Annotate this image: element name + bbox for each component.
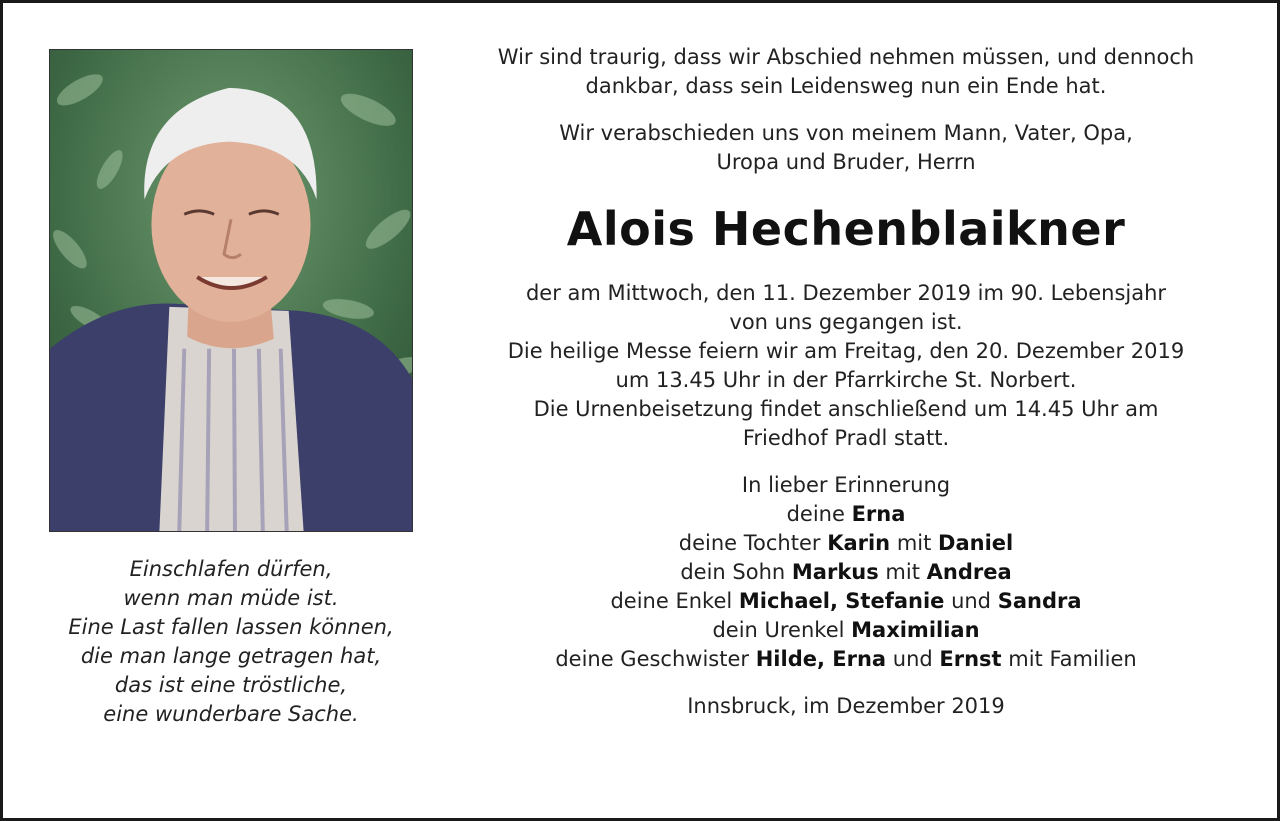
detail-line: der am Mittwoch, den 11. Dezember 2019 im 90. Lebensjahr — [525, 281, 1167, 305]
mourner-relation: deine Geschwister — [555, 647, 756, 671]
mourner-name: Andrea — [926, 560, 1012, 584]
mourner-name: Markus — [791, 560, 879, 584]
poem-line: Eine Last fallen lassen können, — [68, 615, 394, 639]
mourner-relation: deine — [786, 502, 852, 526]
portrait-illustration — [50, 50, 412, 531]
intro-line: Wir sind traurig, dass wir Abschied nehmen müssen, und dennoch — [497, 45, 1195, 69]
memory-heading: In lieber Erinnerung — [741, 473, 951, 497]
detail-line: Die Urnenbeisetzung findet anschließend um 14.45 Uhr am — [533, 397, 1159, 421]
mourner-line — [443, 500, 1249, 529]
detail-line: um 13.45 Uhr in der Pfarrkirche St. Norbert. — [615, 368, 1077, 392]
mourner-relation: mit — [878, 560, 927, 584]
poem-line: eine wunderbare Sache. — [103, 702, 359, 726]
mourner-name: Ernst — [939, 647, 1002, 671]
mourner-relation: deine Tochter — [678, 531, 828, 555]
mourner-name: Daniel — [938, 531, 1014, 555]
poem-line: das ist eine tröstliche, — [114, 673, 348, 697]
mourner-line — [443, 558, 1249, 587]
obituary-text — [443, 43, 1249, 721]
deceased-name: Alois Hechenblaikner — [566, 202, 1126, 256]
mourner-name: Sandra — [997, 589, 1082, 613]
mourner-relation: deine Enkel — [610, 589, 739, 613]
portrait-photo — [49, 49, 413, 532]
farewell-line: Wir verabschieden uns von meinem Mann, Vater, Opa, — [559, 121, 1133, 145]
mourner-relation: dein Sohn — [680, 560, 792, 584]
poem-line: Einschlafen dürfen, — [129, 557, 333, 581]
mourner-name: Michael, Stefanie — [738, 589, 945, 613]
mourner-relation: und — [886, 647, 940, 671]
detail-line: von uns gegangen ist. — [729, 310, 963, 334]
detail-line: Die heilige Messe feiern wir am Freitag, den 20. Dezember 2019 — [507, 339, 1185, 363]
mourner-name: Maximilian — [851, 618, 980, 642]
poem — [33, 555, 429, 729]
mourner-line — [443, 616, 1249, 645]
mourner-name: Erna — [851, 502, 906, 526]
mourner-line — [443, 587, 1249, 616]
mourner-line — [443, 529, 1249, 558]
poem-line: wenn man müde ist. — [123, 586, 339, 610]
mourner-name: Karin — [827, 531, 891, 555]
mourner-relation: mit — [890, 531, 939, 555]
poem-line: die man lange getragen hat, — [80, 644, 382, 668]
mourner-line — [443, 645, 1249, 674]
place-date: Innsbruck, im Dezember 2019 — [687, 694, 1005, 718]
mourner-name: Hilde, Erna — [755, 647, 887, 671]
mourner-relation: mit Familien — [1001, 647, 1137, 671]
mourner-relation: dein Urenkel — [712, 618, 852, 642]
farewell-line: Uropa und Bruder, Herrn — [716, 150, 976, 174]
mourner-list — [443, 500, 1249, 674]
mourner-relation: und — [944, 589, 998, 613]
intro-line: dankbar, dass sein Leidensweg nun ein Ende hat. — [585, 74, 1107, 98]
detail-line: Friedhof Pradl statt. — [742, 426, 950, 450]
